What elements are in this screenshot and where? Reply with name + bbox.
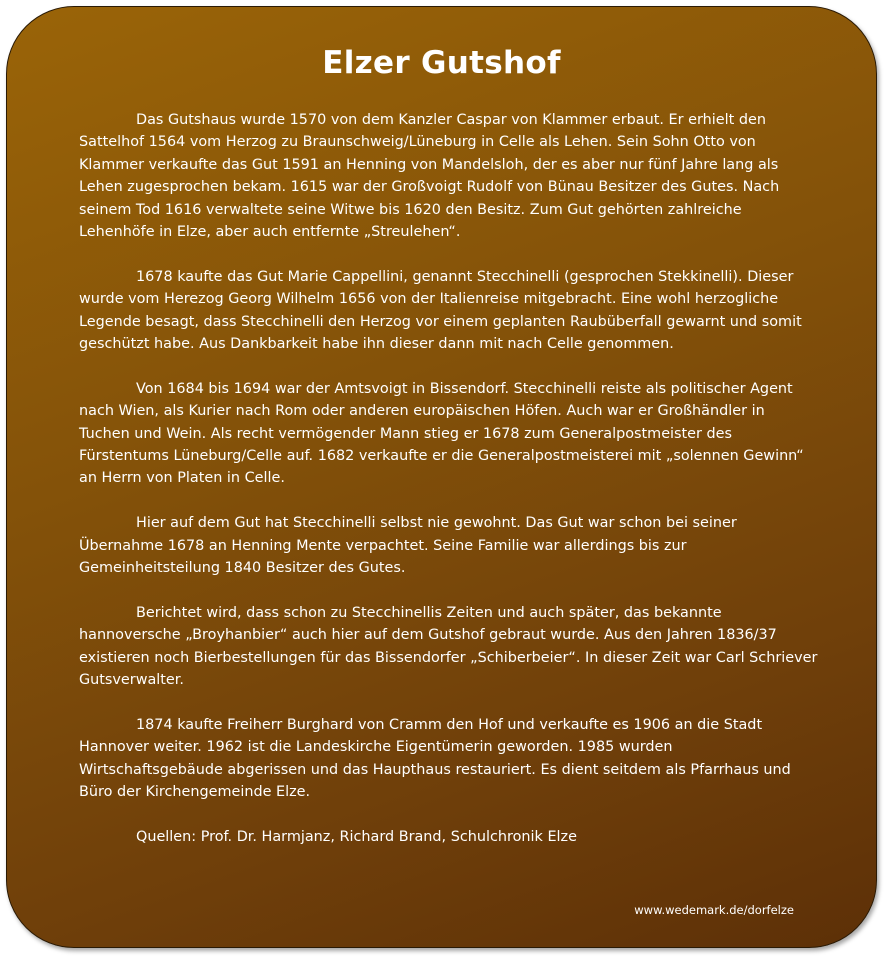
info-panel	[6, 6, 877, 948]
paragraph-brewing: Berichtet wird, dass schon zu Stecchinellis Zeiten und auch später, das bekannte hannoversche „Broyhanbier“ auch hier auf dem Gutshof gebraut wurde. Aus den Jahren 1836/37 existieren noch Bierbestellungen für das Bissendorfer „Schiberbeier“. In dieser Zeit war Carl Schriever Gutsverwalter.	[79, 604, 818, 689]
paragraph-lease: Hier auf dem Gut hat Stecchinelli selbst nie gewohnt. Das Gut war schon bei seiner Übernahme 1678 an Henning Mente verpachtet. Seine Familie war allerdings bis zur Gemeinheitsteilung 1840 Besitzer des Gutes.	[79, 515, 737, 577]
paragraph-amtsvoigt: Von 1684 bis 1694 war der Amtsvoigt in Bissendorf. Stecchinelli reiste als politischer Agent nach Wien, als Kurier nach Rom oder anderen europäischen Höfen. Auch war er Großhändler in Tuchen und Wein. Als recht vermögender Mann stieg er 1678 zum Generalpostmeister des Fürstentums Lüneburg/Celle auf. 1682 verkaufte er die Generalpostmeisterei mit „solennen Gewinn“ an Herrn von Platen in Celle.	[79, 380, 804, 487]
website-link[interactable]: www.wedemark.de/dorfelze	[634, 903, 794, 917]
page-title: Elzer Gutshof	[322, 45, 561, 81]
paragraph-ownership: 1874 kaufte Freiherr Burghard von Cramm den Hof und verkaufte es 1906 an die Stadt Hannover weiter. 1962 ist die Landeskirche Eigentümerin geworden. 1985 wurden Wirtschaftsgebäude abgerissen und das Haupthaus restauriert. Es dient seitdem als Pfarrhaus und Büro der Kirchengemeinde Elze.	[79, 716, 791, 801]
paragraph-history: Das Gutshaus wurde 1570 von dem Kanzler Caspar von Klammer erbaut. Er erhielt den Sattelhof 1564 vom Herzog zu Braunschweig/Lüneburg in Celle als Lehen. Sein Sohn Otto von Klammer verkaufte das Gut 1591 an Henning von Mandelsloh, der es aber nur fünf Jahre lang als Lehen zugesprochen bekam. 1615 war der Großvoigt Rudolf von Bünau Besitzer des Gutes. Nach seinem Tod 1616 verwaltete seine Witwe bis 1620 den Besitz. Zum Gut gehörten zahlreiche Lehenhöfe in Elze, aber auch entfernte „Streulehen“.	[79, 112, 780, 241]
paragraph-sources: Quellen: Prof. Dr. Harmjanz, Richard Brand, Schulchronik Elze	[136, 828, 577, 845]
body-text	[79, 109, 819, 848]
paragraph-cappellini: 1678 kaufte das Gut Marie Cappellini, genannt Stecchinelli (gesprochen Stekkinelli). Dieser wurde vom Herezog Georg Wilhelm 1656 von der Italienreise mitgebracht. Eine wohl herzogliche Legende besagt, dass Stecchinelli den Herzog vor einem geplanten Raubüberfall gewarnt und somit geschützt habe. Aus Dankbarkeit habe ihn dieser dann mit nach Celle genommen.	[79, 268, 802, 353]
